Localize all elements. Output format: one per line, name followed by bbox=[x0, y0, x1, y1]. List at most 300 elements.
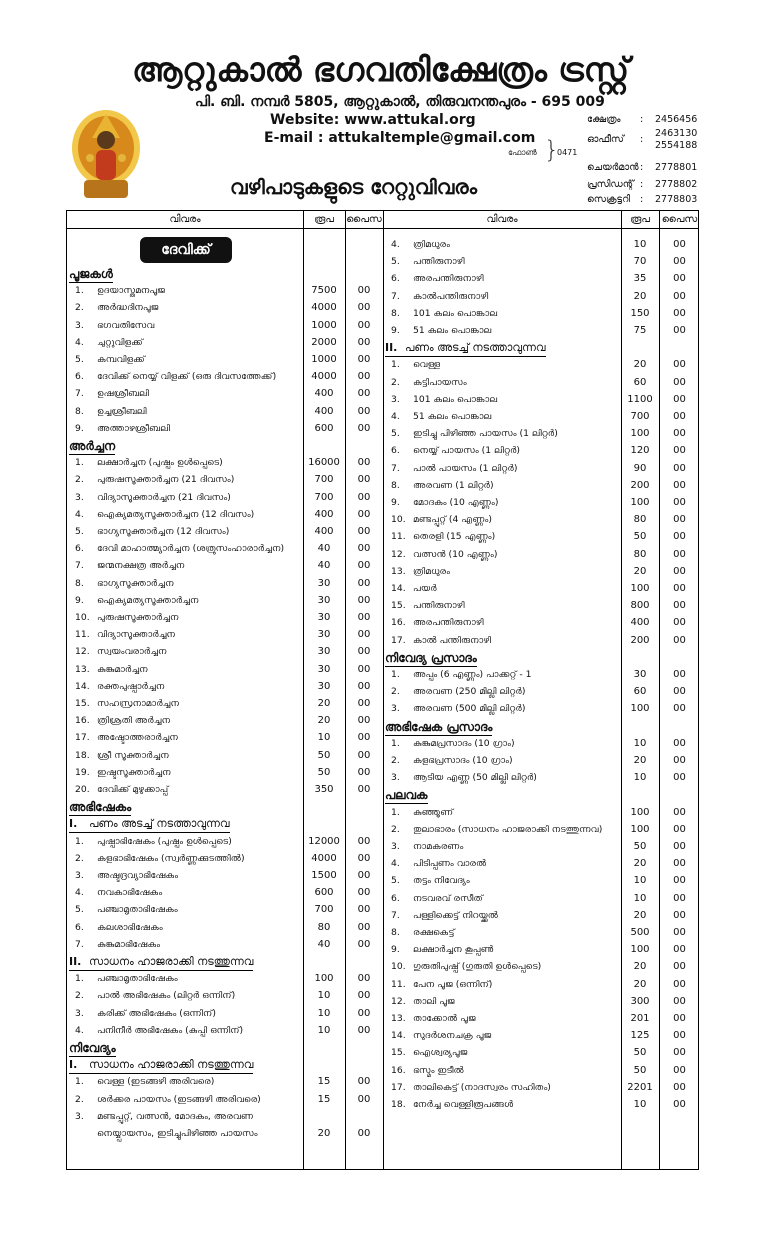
category-heading: നിവേദ്യം bbox=[69, 1041, 116, 1055]
rate-row bbox=[391, 357, 627, 373]
paisa-value: 00 bbox=[673, 393, 686, 405]
rate-row bbox=[75, 988, 303, 1004]
paisa-value: 00 bbox=[357, 663, 371, 675]
item-name: സുദർശനചക്ര പൂജ bbox=[413, 1030, 492, 1042]
item-name: താക്കോൽ പൂജ bbox=[413, 1013, 476, 1024]
item-number: 2. bbox=[75, 302, 84, 314]
item-name: കുഞ്ഞൂണ് bbox=[413, 806, 454, 818]
rate-row bbox=[75, 748, 303, 764]
item-number: 1. bbox=[75, 457, 84, 469]
rupees-value: 50 bbox=[317, 749, 331, 761]
paisa-value: 00 bbox=[673, 772, 686, 784]
item-name: ദേവിക്ക് നെയ്യ് വിളക്ക് (ഒരു ദിവസത്തേക്ക്) bbox=[97, 371, 277, 383]
paisa-value: 00 bbox=[673, 737, 686, 749]
rate-row bbox=[391, 461, 627, 477]
subsection-heading bbox=[69, 816, 230, 833]
item-number: 4. bbox=[75, 887, 84, 899]
rate-row bbox=[75, 558, 303, 574]
rate-row bbox=[391, 891, 627, 907]
paisa-value: 00 bbox=[357, 715, 371, 727]
rupees-value: 10 bbox=[317, 1007, 331, 1019]
page-title: ആറ്റുകാൽ ഭഗവതിക്ഷേത്രം ട്രസ്റ്റ് bbox=[131, 50, 630, 89]
rupees-value: 70 bbox=[633, 256, 647, 268]
item-number: 7. bbox=[391, 909, 400, 921]
item-number: 8. bbox=[391, 927, 400, 938]
item-name: ഗുരുതിപുഷ്പ് (ഗുരുതി ഉൾപ്പെടെ) bbox=[413, 961, 542, 973]
rupees-value: 20 bbox=[633, 755, 647, 766]
item-number: 9. bbox=[75, 594, 84, 606]
item-number: 8. bbox=[391, 479, 400, 491]
rate-row bbox=[391, 375, 627, 391]
item-number: 17. bbox=[391, 634, 406, 646]
rupees-value: 50 bbox=[633, 1047, 647, 1059]
rate-row bbox=[75, 868, 303, 884]
item-name: പഞ്ചാമൃതാഭിഷേകം bbox=[97, 904, 178, 916]
paisa-value: 00 bbox=[673, 1013, 686, 1024]
rate-row bbox=[75, 902, 303, 918]
item-name: പഞ്ചാമൃതാഭിഷേകം bbox=[97, 973, 178, 985]
item-number: 5. bbox=[391, 428, 400, 440]
paisa-value: 00 bbox=[357, 560, 371, 572]
item-number: 5. bbox=[391, 256, 400, 268]
item-number: 16. bbox=[75, 715, 90, 727]
rupees-value: 100 bbox=[630, 583, 650, 594]
item-name: ദേവിക്ക് മുഴുക്കാപ്പ് bbox=[97, 784, 169, 795]
rate-row bbox=[391, 805, 627, 821]
item-number: 1. bbox=[75, 835, 84, 847]
phone-brace: } bbox=[544, 136, 560, 164]
rupees-value: 40 bbox=[317, 938, 331, 950]
rupees-value: 700 bbox=[314, 904, 334, 916]
rupees-value: 30 bbox=[317, 646, 331, 658]
paisa-value: 00 bbox=[673, 978, 686, 990]
rupees-value: 60 bbox=[633, 686, 647, 698]
item-number: 2. bbox=[391, 376, 400, 388]
rupees-value: 400 bbox=[630, 617, 650, 629]
rupees-value: 15 bbox=[317, 1093, 331, 1105]
paisa-value: 00 bbox=[673, 325, 686, 336]
phone-colon: : bbox=[640, 114, 644, 125]
phone-number: 2554188 bbox=[655, 140, 698, 151]
rate-row bbox=[75, 920, 303, 936]
rupees-value: 20 bbox=[633, 359, 647, 371]
phone-number: 2778801 bbox=[655, 162, 698, 173]
item-name: കാൽ പന്തിരുനാഴി bbox=[413, 634, 492, 646]
item-number: 3. bbox=[75, 1007, 84, 1019]
item-number: 5. bbox=[75, 904, 84, 916]
rate-row bbox=[391, 547, 627, 563]
rupees-value: 30 bbox=[317, 680, 331, 692]
item-number: 1. bbox=[75, 1076, 84, 1088]
rupees-value: 20 bbox=[317, 715, 331, 727]
item-number: 15. bbox=[391, 1047, 406, 1059]
paisa-value: 00 bbox=[673, 239, 686, 250]
item-number: 3. bbox=[391, 841, 400, 852]
phone-row-label: ചെയർമാൻ bbox=[587, 162, 639, 173]
item-name: അരവണ (500 മില്ലി ലിറ്റർ) bbox=[413, 703, 526, 715]
rupees-value: 35 bbox=[633, 273, 647, 285]
paisa-value: 00 bbox=[673, 1064, 686, 1076]
item-name: രക്തപുഷ്പാർച്ചന bbox=[97, 680, 165, 692]
paisa-value: 00 bbox=[357, 474, 371, 486]
phone-colon: : bbox=[640, 194, 644, 205]
item-name: 51 കലം പൊങ്കാല bbox=[413, 325, 492, 336]
rupees-value: 300 bbox=[630, 995, 650, 1007]
rupees-value: 50 bbox=[317, 766, 331, 778]
rupees-value: 100 bbox=[314, 973, 334, 985]
rupees-value: 20 bbox=[317, 1128, 331, 1139]
rate-row bbox=[75, 404, 303, 420]
paisa-value: 00 bbox=[357, 491, 371, 503]
paisa-value: 00 bbox=[357, 319, 371, 331]
item-name: നെയ്യ്പായസം, ഇടിച്ചുപിഴിഞ്ഞ പായസം bbox=[97, 1128, 258, 1139]
rupees-value: 500 bbox=[630, 927, 650, 938]
rupees-value: 10 bbox=[633, 875, 647, 887]
item-number: 14. bbox=[75, 680, 90, 692]
rupees-value: 700 bbox=[630, 411, 650, 422]
rupees-value: 2201 bbox=[627, 1081, 653, 1093]
category-heading: പൂജകൾ bbox=[69, 267, 113, 281]
rate-row bbox=[75, 386, 303, 402]
rate-row bbox=[75, 679, 303, 695]
paisa-value: 00 bbox=[673, 600, 686, 612]
item-name: സഹസ്രനാമാർച്ചന bbox=[97, 698, 180, 709]
header-rupa-left: രൂപ bbox=[314, 214, 334, 225]
rate-row bbox=[75, 369, 303, 385]
item-name: ദേവി മാഹാത്മ്യാർച്ചന (ശത്രുസംഹാരാർച്ചന) bbox=[97, 543, 285, 555]
rate-row bbox=[75, 610, 303, 626]
item-name: ലക്ഷാർച്ചന കൂപ്പൺ bbox=[413, 944, 494, 956]
item-number: 18. bbox=[75, 749, 90, 761]
devikku-heading: ദേവിക്ക് bbox=[140, 237, 232, 263]
paisa-value: 00 bbox=[357, 577, 371, 589]
item-number: 1. bbox=[391, 359, 400, 371]
rate-row bbox=[391, 701, 627, 717]
paisa-value: 00 bbox=[357, 732, 371, 744]
subsection-label: പണം അടച്ച് നടത്താവുന്നവ bbox=[89, 817, 230, 831]
item-name: പന്തിരുനാഴി bbox=[413, 256, 465, 268]
paisa-value: 00 bbox=[673, 806, 686, 818]
rupees-value: 350 bbox=[314, 784, 334, 795]
paisa-value: 00 bbox=[673, 583, 686, 594]
item-name: കുങ്കുമാഭിഷേകം bbox=[97, 938, 161, 950]
rate-row bbox=[391, 1028, 627, 1044]
rate-row bbox=[391, 684, 627, 700]
paisa-value: 00 bbox=[673, 359, 686, 371]
rate-row bbox=[391, 478, 627, 494]
item-number: 2. bbox=[391, 755, 400, 766]
item-number: 3. bbox=[75, 319, 84, 331]
rate-row bbox=[391, 822, 627, 838]
item-name: പള്ളിക്കെട്ട് നിറയ്ക്കൽ bbox=[413, 909, 499, 921]
rate-row bbox=[75, 455, 303, 471]
paisa-value: 00 bbox=[673, 462, 686, 474]
rate-row bbox=[75, 524, 303, 540]
item-number: 13. bbox=[391, 1013, 406, 1024]
item-name: കലശാഭിഷേകം bbox=[97, 921, 163, 933]
item-number: 18. bbox=[391, 1099, 406, 1110]
phone-number: 2778802 bbox=[655, 179, 698, 190]
item-number: 16. bbox=[391, 617, 406, 629]
phone-row-label: പ്രസിഡന്റ് bbox=[587, 179, 634, 190]
rate-row bbox=[75, 318, 303, 334]
item-number: 2. bbox=[75, 990, 84, 1002]
item-name: തുലാഭാരം (സാധനം ഹാജരാക്കി നടത്തുന്നവ) bbox=[413, 823, 603, 835]
rupees-value: 80 bbox=[633, 548, 647, 560]
rate-row bbox=[391, 564, 627, 580]
paisa-value: 00 bbox=[673, 944, 686, 956]
paisa-value: 00 bbox=[357, 457, 371, 469]
item-name: ഇഷ്ടസൂക്താർച്ചന bbox=[97, 766, 171, 778]
item-number: 10. bbox=[75, 612, 90, 623]
paisa-value: 00 bbox=[357, 852, 371, 864]
rate-row bbox=[391, 942, 627, 958]
item-name: വിദ്യാസൂക്താർച്ചന bbox=[97, 629, 176, 641]
paisa-value: 00 bbox=[357, 973, 371, 985]
rate-row bbox=[391, 443, 627, 459]
paisa-value: 00 bbox=[673, 823, 686, 835]
item-number: 9. bbox=[391, 325, 400, 336]
item-name: സ്വയംവരാർച്ചന bbox=[97, 646, 167, 658]
item-name: പയർ bbox=[413, 583, 437, 594]
item-number: 6. bbox=[75, 921, 84, 933]
item-name: അപ്പം (6 എണ്ണം) പാക്കറ്റ് - 1 bbox=[413, 669, 532, 680]
paisa-value: 00 bbox=[357, 698, 371, 709]
rupees-value: 600 bbox=[314, 422, 334, 434]
rupees-value: 7500 bbox=[311, 285, 337, 297]
item-number: 16. bbox=[391, 1064, 406, 1076]
paisa-value: 00 bbox=[673, 1099, 686, 1110]
paisa-value: 00 bbox=[357, 1128, 371, 1139]
paisa-value: 00 bbox=[357, 612, 371, 623]
item-number: 6. bbox=[391, 892, 400, 904]
paisa-value: 00 bbox=[673, 565, 686, 577]
rate-row bbox=[391, 392, 627, 408]
rate-row bbox=[391, 856, 627, 872]
item-name: കുങ്കുമാർച്ചന bbox=[97, 663, 148, 675]
paisa-value: 00 bbox=[673, 1047, 686, 1059]
subsection-label: സാധനം ഹാജരാക്കി നടത്തുന്നവ bbox=[89, 955, 254, 968]
item-name: കാൽപന്തിരുനാഴി bbox=[413, 290, 489, 302]
rupees-value: 30 bbox=[317, 612, 331, 623]
item-name: പിടിപ്പണം വാരൽ bbox=[413, 858, 487, 870]
rate-row bbox=[75, 1092, 303, 1108]
rupees-value: 30 bbox=[317, 629, 331, 641]
rate-table bbox=[66, 210, 699, 1170]
item-name: ഇടിച്ചു പിഴിഞ്ഞ പായസം (1 ലിറ്റർ) bbox=[413, 428, 558, 440]
paisa-value: 00 bbox=[673, 634, 686, 646]
item-number: 7. bbox=[75, 560, 84, 572]
paisa-value: 00 bbox=[673, 514, 686, 526]
item-number: 14. bbox=[391, 583, 406, 594]
rupees-value: 80 bbox=[317, 921, 331, 933]
rate-row bbox=[75, 593, 303, 609]
item-number: 8. bbox=[391, 307, 400, 319]
item-number: 1. bbox=[75, 973, 84, 985]
header-paisa-left: പൈസ bbox=[346, 214, 382, 225]
item-name: പുരുഷസൂക്താർച്ചന (21 ദിവസം) bbox=[97, 474, 235, 486]
rupees-value: 200 bbox=[630, 634, 650, 646]
subtitle: വഴിപാടുകളുടെ റേറ്റുവിവരം bbox=[230, 175, 477, 199]
item-name: തെരളി (15 എണ്ണം) bbox=[413, 531, 496, 543]
item-name: അർദ്ധദിനപൂജ bbox=[97, 302, 159, 314]
rupees-value: 40 bbox=[317, 560, 331, 572]
item-name: ഉദയാസ്തമനപൂജ bbox=[97, 285, 165, 297]
rupees-value: 90 bbox=[633, 462, 647, 474]
item-name: വെള്ള (ഇടങ്ങഴി അരിവരെ) bbox=[97, 1076, 215, 1088]
paisa-value: 00 bbox=[673, 927, 686, 938]
rupees-value: 400 bbox=[314, 388, 334, 400]
item-number: 1. bbox=[75, 285, 84, 297]
item-number: 3. bbox=[391, 772, 400, 784]
rupees-value: 16000 bbox=[308, 457, 340, 469]
paisa-value: 00 bbox=[673, 273, 686, 285]
paisa-value: 00 bbox=[673, 445, 686, 457]
paisa-value: 00 bbox=[357, 1076, 371, 1088]
category-heading: അർച്ചന bbox=[69, 439, 116, 453]
rate-row bbox=[75, 352, 303, 368]
item-number: 2. bbox=[391, 686, 400, 698]
item-name: കമ്പവിളക്ക് bbox=[97, 354, 145, 365]
item-number: 17. bbox=[75, 732, 90, 744]
rupees-value: 120 bbox=[630, 445, 650, 457]
item-number: 2. bbox=[75, 474, 84, 486]
paisa-value: 00 bbox=[673, 892, 686, 904]
paisa-value: 00 bbox=[357, 405, 371, 417]
paisa-value: 00 bbox=[357, 749, 371, 761]
paisa-value: 00 bbox=[357, 766, 371, 778]
rate-row bbox=[391, 581, 627, 597]
rupees-value: 4000 bbox=[311, 852, 337, 864]
rupees-value: 100 bbox=[630, 428, 650, 440]
paisa-value: 00 bbox=[357, 835, 371, 847]
item-number: 17. bbox=[391, 1081, 406, 1093]
item-number: 11. bbox=[391, 531, 406, 543]
phone-colon: : bbox=[640, 179, 644, 190]
item-number: 9. bbox=[75, 422, 84, 434]
paisa-value: 00 bbox=[357, 336, 371, 348]
item-number: 2. bbox=[75, 1093, 84, 1105]
item-name: കളഭപ്രസാദം (10 ഗ്രാം) bbox=[413, 755, 513, 766]
item-number: 19. bbox=[75, 766, 90, 778]
item-name: താലികെട്ട് (നാദസ്വരം സഹിതം) bbox=[413, 1081, 551, 1093]
paisa-value: 00 bbox=[673, 841, 686, 852]
rupees-value: 4000 bbox=[311, 371, 337, 383]
item-number: 15. bbox=[391, 600, 406, 612]
item-name: താലി പൂജ bbox=[413, 995, 455, 1007]
goddess-idol-image bbox=[70, 108, 142, 202]
rupees-value: 10 bbox=[633, 892, 647, 904]
item-name: നെയ്യ് പായസം (1 ലിറ്റർ) bbox=[413, 445, 520, 457]
rupees-value: 400 bbox=[314, 508, 334, 520]
rupees-value: 20 bbox=[317, 698, 331, 709]
rupees-value: 100 bbox=[630, 497, 650, 508]
rate-row bbox=[75, 421, 303, 437]
item-name: ഉഷശ്രീബലി bbox=[97, 388, 149, 400]
paisa-value: 00 bbox=[357, 784, 371, 795]
rupees-value: 80 bbox=[633, 514, 647, 526]
subsection-label: സാധനം ഹാജരാക്കി നടത്തുന്നവ bbox=[89, 1058, 254, 1072]
phone-row-label: ക്ഷേത്രം bbox=[587, 114, 621, 125]
rate-row bbox=[391, 1080, 627, 1096]
rate-row bbox=[75, 576, 303, 592]
item-number: 4. bbox=[75, 508, 84, 520]
item-name: മോദകം (10 എണ്ണം) bbox=[413, 497, 499, 508]
rupees-value: 40 bbox=[317, 543, 331, 555]
item-name: ഭഗവതിസേവ bbox=[97, 319, 155, 331]
rate-row bbox=[391, 615, 627, 631]
item-number: 9. bbox=[391, 944, 400, 956]
rupees-value: 1000 bbox=[311, 319, 337, 331]
rate-row bbox=[391, 237, 627, 253]
rupees-value: 50 bbox=[633, 531, 647, 543]
rupees-value: 1100 bbox=[627, 393, 653, 405]
subsection-label: പണം അടച്ച് നടത്താവുന്നവ bbox=[405, 341, 546, 355]
email: E-mail : attukaltemple@gmail.com bbox=[264, 130, 536, 146]
rate-row bbox=[391, 495, 627, 511]
rate-row bbox=[75, 834, 303, 850]
rate-row bbox=[75, 541, 303, 557]
item-number: 5. bbox=[391, 875, 400, 887]
item-number: 13. bbox=[391, 565, 406, 577]
category-heading: അഭിഷേക പ്രസാദം bbox=[385, 719, 493, 734]
rate-row bbox=[75, 765, 303, 781]
item-number: 7. bbox=[391, 462, 400, 474]
rupees-value: 50 bbox=[633, 841, 647, 852]
subsection-heading bbox=[69, 954, 253, 971]
item-name: ആടിയ എണ്ണ (50 മില്ലി ലിറ്റർ) bbox=[413, 772, 537, 784]
rate-row bbox=[391, 512, 627, 528]
item-name: അഷ്ടദ്രവ്യാഭിഷേകം bbox=[97, 870, 179, 881]
category-heading: പലവക bbox=[385, 788, 428, 803]
paisa-value: 00 bbox=[673, 875, 686, 887]
item-number: 5. bbox=[75, 354, 84, 365]
item-number: 6. bbox=[75, 543, 84, 555]
rupees-value: 700 bbox=[314, 474, 334, 486]
rupees-value: 30 bbox=[633, 669, 647, 680]
paisa-value: 00 bbox=[357, 1024, 371, 1036]
item-name: അരവണ (250 മില്ലി ലിറ്റർ) bbox=[413, 686, 526, 698]
rate-row bbox=[391, 271, 627, 287]
paisa-value: 00 bbox=[673, 961, 686, 973]
item-number: 4. bbox=[391, 239, 400, 250]
rupees-value: 201 bbox=[630, 1013, 650, 1024]
rate-row bbox=[75, 730, 303, 746]
rate-row bbox=[75, 644, 303, 660]
paisa-value: 00 bbox=[357, 680, 371, 692]
item-name: പുഷ്പാഭിഷേകം (പുഷ്പം ഉൾപ്പെടെ) bbox=[97, 835, 232, 847]
rupees-value: 4000 bbox=[311, 302, 337, 314]
rupees-value: 700 bbox=[314, 491, 334, 503]
item-number: 6. bbox=[75, 371, 84, 383]
item-name: ത്രിശ്രതി അർച്ചന bbox=[97, 715, 171, 727]
paisa-value: 00 bbox=[357, 1093, 371, 1105]
rupees-value: 15 bbox=[317, 1076, 331, 1088]
item-name: പാൽ പായസം (1 ലിറ്റർ) bbox=[413, 462, 518, 474]
item-name: വിദ്യാസൂക്താർച്ചന (21 ദിവസം) bbox=[97, 491, 231, 503]
item-name: ഐക്യമത്യസൂക്താർച്ചന (12 ദിവസം) bbox=[97, 508, 255, 520]
paisa-value: 00 bbox=[673, 256, 686, 268]
rate-row bbox=[391, 633, 627, 649]
item-name: വത്സൻ (10 എണ്ണം) bbox=[413, 548, 498, 560]
paisa-value: 00 bbox=[357, 921, 371, 933]
paisa-value: 00 bbox=[673, 411, 686, 422]
rate-row bbox=[75, 937, 303, 953]
item-name: പനിനീർ അഭിഷേകം (കുപ്പി ഒന്നിന്) bbox=[97, 1024, 244, 1036]
rupees-value: 100 bbox=[630, 806, 650, 818]
paisa-value: 00 bbox=[673, 376, 686, 388]
rate-row bbox=[391, 529, 627, 545]
